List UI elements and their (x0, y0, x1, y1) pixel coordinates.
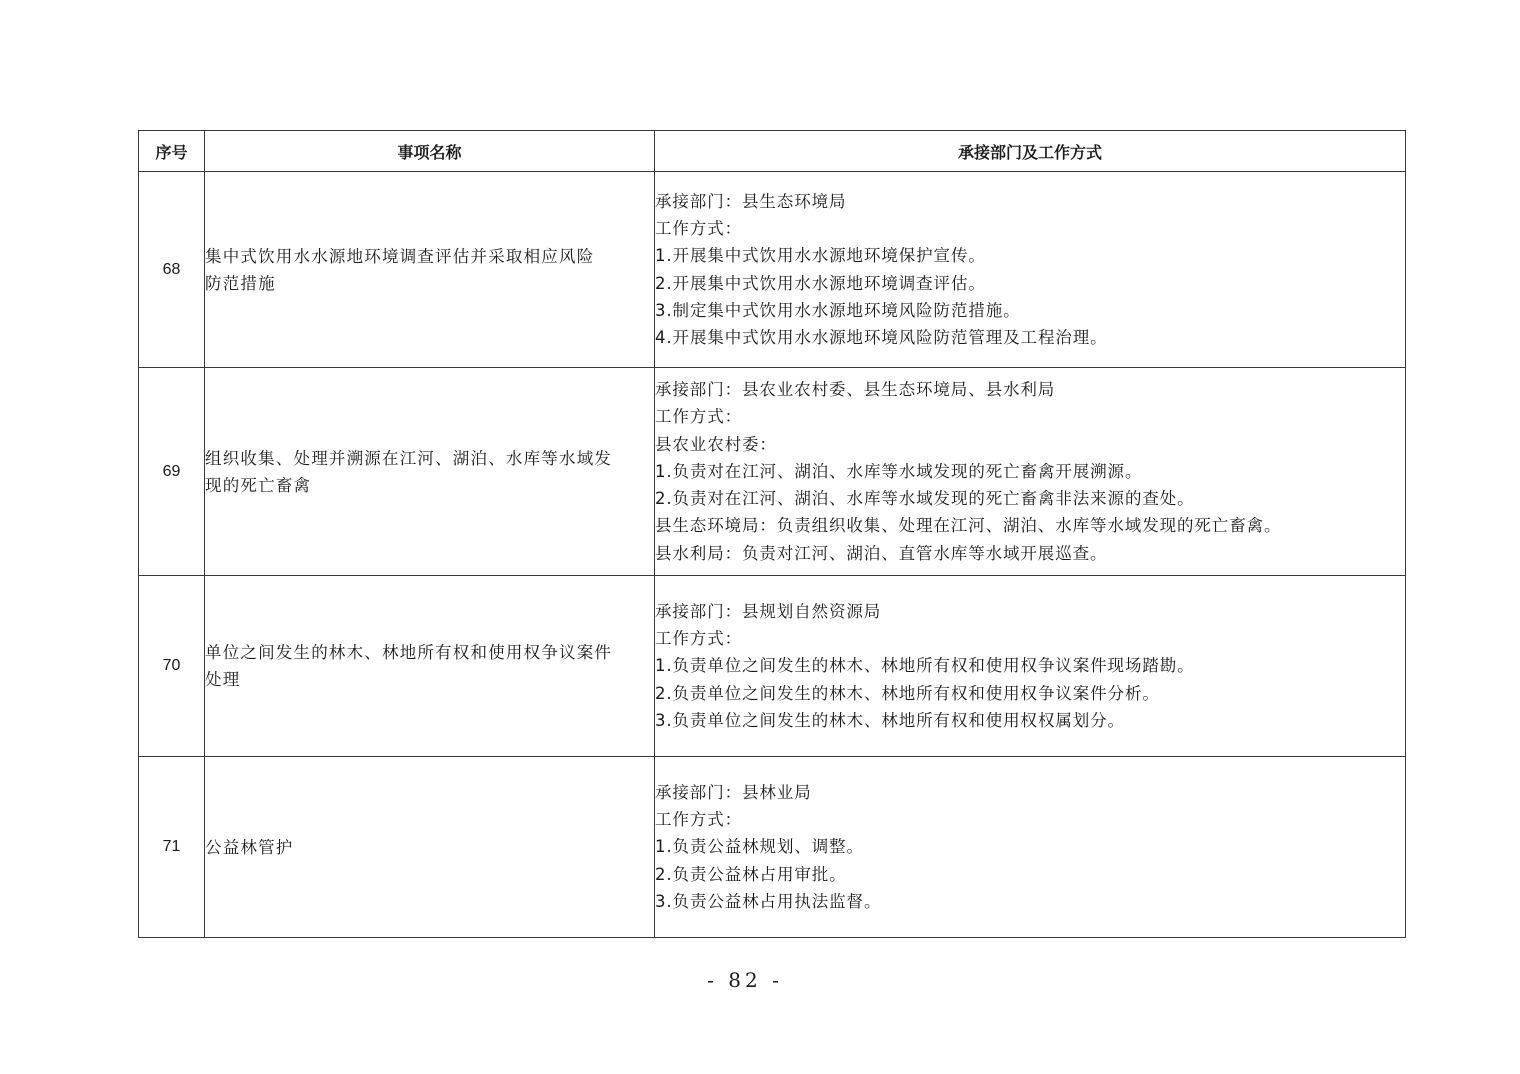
table-header-row (139, 131, 1406, 172)
row-matter-name (205, 757, 655, 938)
row-matter-name (205, 368, 655, 576)
row-serial-number: 68 (139, 172, 205, 368)
method-item-line: 县生态环境局：负责组织收集、处理在江河、湖泊、水库等水域发现的死亡畜禽。 (655, 516, 1282, 536)
method-label-line: 工作方式： (655, 810, 742, 830)
department-line: 承接部门：县规划自然资源局 (655, 601, 882, 621)
method-item-line: 1.开展集中式饮用水水源地环境保护宣传。 (655, 246, 986, 266)
method-item-line: 1.负责公益林规划、调整。 (655, 837, 864, 857)
matter-name-line: 集中式饮用水水源地环境调查评估并采取相应风险 (205, 246, 595, 266)
method-label-line: 工作方式： (655, 629, 742, 649)
method-item-line: 2.负责单位之间发生的林木、林地所有权和使用权争议案件分析。 (655, 683, 1160, 703)
table-row (139, 172, 1406, 368)
method-item-line: 2.负责对在江河、湖泊、水库等水域发现的死亡畜禽非法来源的查处。 (655, 489, 1195, 509)
row-serial-number: 69 (139, 368, 205, 576)
method-label-line: 工作方式： (655, 219, 742, 239)
matters-table (138, 130, 1406, 938)
method-item-line: 1.负责单位之间发生的林木、林地所有权和使用权争议案件现场踏勘。 (655, 656, 1195, 676)
row-department-and-method (655, 576, 1406, 757)
page-number: - 82 - (707, 968, 783, 992)
method-label-line: 工作方式： (655, 407, 742, 427)
method-item-line: 3.负责单位之间发生的林木、林地所有权和使用权权属划分。 (655, 710, 1125, 730)
matter-name-line: 组织收集、处理并溯源在江河、湖泊、水库等水域发 (205, 448, 613, 468)
row-serial-number: 71 (139, 757, 205, 938)
method-item-line: 2.负责公益林占用审批。 (655, 864, 847, 884)
table-row (139, 576, 1406, 757)
row-matter-name (205, 576, 655, 757)
method-item-line: 县水利局：负责对江河、湖泊、直管水库等水域开展巡查。 (655, 543, 1108, 563)
table-row (139, 368, 1406, 576)
department-line: 承接部门：县农业农村委、县生态环境局、县水利局 (655, 380, 1056, 400)
table-row (139, 757, 1406, 938)
method-item-line: 3.制定集中式饮用水水源地环境风险防范措施。 (655, 300, 1021, 320)
header-serial-number: 序号 (139, 131, 205, 172)
row-department-and-method (655, 172, 1406, 368)
method-item-line: 县农业农村委： (655, 434, 777, 454)
matter-name-line: 处理 (205, 670, 241, 689)
department-line: 承接部门：县生态环境局 (655, 191, 847, 211)
row-department-and-method (655, 757, 1406, 938)
row-serial-number: 70 (139, 576, 205, 757)
row-department-and-method (655, 368, 1406, 576)
method-item-line: 4.开展集中式饮用水水源地环境风险防范管理及工程治理。 (655, 327, 1108, 347)
matter-name-line: 公益林管护 (205, 837, 294, 857)
department-line: 承接部门：县林业局 (655, 782, 812, 802)
row-matter-name (205, 172, 655, 368)
method-item-line: 3.负责公益林占用执法监督。 (655, 891, 882, 911)
matter-name-line: 防范措施 (205, 273, 276, 293)
matter-name-line: 单位之间发生的林木、林地所有权和使用权争议案件 (205, 643, 613, 662)
header-department-and-method: 承接部门及工作方式 (655, 131, 1406, 172)
method-item-line: 2.开展集中式饮用水水源地环境调查评估。 (655, 273, 986, 293)
matter-name-line: 现的死亡畜禽 (205, 475, 312, 495)
header-matter-name: 事项名称 (205, 131, 655, 172)
method-item-line: 1.负责对在江河、湖泊、水库等水域发现的死亡畜禽开展溯源。 (655, 461, 1143, 481)
